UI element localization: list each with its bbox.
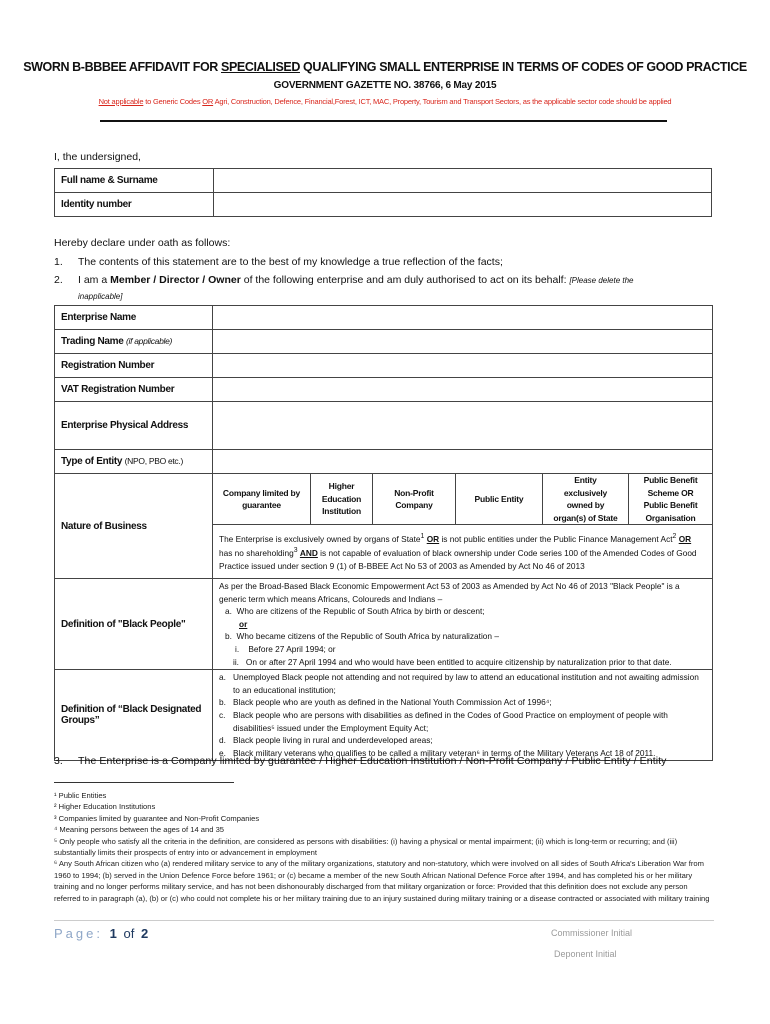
dg-d: d. Black people living in rural and underdeveloped areas; — [219, 735, 433, 746]
item3-num: 3. — [54, 755, 63, 767]
opt-text: Higher — [328, 481, 355, 492]
declare-lead: Hereby declare under oath as follows: — [54, 237, 231, 249]
registration-number-field[interactable] — [213, 354, 713, 378]
opt-text: guarantee — [242, 500, 281, 510]
black-people-label: Definition of "Black People" — [55, 579, 213, 670]
bp-b: b. Who became citizens of the Republic of South Africa by naturalization – — [225, 631, 499, 642]
black-people-definition — [213, 579, 713, 670]
entity-option-higher-education[interactable] — [311, 474, 373, 525]
entity-option-company-guarantee[interactable] — [213, 474, 311, 525]
dg-e: e. Black military veterans who qualifies to be called a military veteran⁶ in terms of the Military Veterans Act 18 of 2011. — [219, 747, 656, 758]
deponent-table — [54, 168, 712, 217]
dg-c: c. Black people who are persons with disabilities as defined in the Codes of Good Practice on employment of people with disabilities⁵ issued under the Employment Equity Act; — [219, 709, 706, 734]
bp-b-text: Who became citizens of the Republic of South Africa by naturalization – — [236, 631, 499, 642]
opt-text: Organisation — [645, 512, 696, 523]
item2-text: I am a — [78, 274, 111, 286]
page-indicator — [54, 926, 148, 941]
footnote-ref: 2 — [672, 532, 677, 540]
footnote-4: ⁴ Meaning persons between the ages of 14 and 35 — [54, 825, 225, 835]
dg-a-text: Unemployed Black people not attending and not required by law to attend an educational institution and not awaiting admission to an educational institution; — [233, 672, 699, 695]
title-underlined: SPECIALISED — [221, 60, 300, 74]
footnotes — [54, 790, 714, 904]
opt-text: Company — [395, 500, 433, 510]
physical-address-field[interactable] — [213, 402, 713, 450]
title-text: SWORN B-BBBEE AFFIDAVIT FOR — [23, 60, 222, 74]
declare-item1-num: 1. — [54, 256, 63, 268]
designated-groups-definition — [213, 670, 713, 761]
vat-number-field[interactable] — [213, 378, 713, 402]
entity-option-public-entity[interactable] — [456, 474, 543, 525]
state-text: The Enterprise is exclusively owned by organs of State — [219, 533, 421, 544]
title-text-end: QUALIFYING SMALL ENTERPRISE IN TERMS OF CODES OF GOOD PRACTICE — [299, 60, 747, 74]
intro-text: I, the undersigned, — [54, 151, 141, 163]
bp-a-text: Who are citizens of the Republic of South Africa by birth or descent; — [236, 606, 485, 617]
opt-text: Public Benefit — [643, 475, 698, 485]
trading-name-field[interactable] — [213, 330, 713, 354]
footnote-ref: 1 — [420, 532, 425, 540]
note-text: to Generic Codes — [143, 97, 203, 106]
note-underlined: Not applicable — [98, 97, 144, 106]
item2-note: [Please delete the — [569, 276, 634, 285]
opt-text: Public Entity — [474, 493, 524, 504]
state-and: AND — [299, 547, 318, 558]
dg-d-text: Black people living in rural and underdeveloped areas; — [233, 735, 433, 746]
enterprise-name-label: Enterprise Name — [55, 306, 213, 330]
opt-text: exclusively — [563, 487, 608, 498]
footnote-3: ³ Companies limited by guarantee and Non-Profit Companies — [54, 813, 260, 823]
trading-name-text: Trading Name — [61, 336, 124, 347]
dg-c-text: Black people who are persons with disabilities as defined in the Codes of Good Practice on employment of people with disabilities⁵ issued under the Employment Equity Act; — [233, 709, 668, 733]
dg-a: a. Unemployed Black people not attending and not required by law to attend an educational institution and not awaiting admission to an educational institution; — [219, 671, 706, 696]
footer-divider — [54, 920, 714, 921]
bp-a: a. Who are citizens of the Republic of South Africa by birth or descent; — [225, 606, 485, 617]
identity-number-field[interactable] — [214, 193, 712, 217]
footnote-divider — [54, 782, 234, 783]
gazette-reference: GOVERNMENT GAZETTE NO. 38766, 6 May 2015 — [273, 80, 497, 91]
state-or: OR — [426, 533, 440, 544]
full-name-label: Full name & Surname — [55, 169, 214, 193]
deponent-initial: Deponent Initial — [554, 949, 617, 959]
dg-b: b. Black people who are youth as defined in the National Youth Commission Act of 1996⁴; — [219, 697, 552, 708]
footnote-ref: 3 — [293, 547, 298, 555]
trading-name-note: (if applicable) — [126, 336, 173, 346]
entity-option-state-owned[interactable] — [543, 474, 629, 525]
opt-text: Non-Profit — [394, 487, 434, 498]
declare-item2-num: 2. — [54, 274, 63, 286]
item2-text-b: of the following enterprise and am duly authorised to act on its behalf: — [240, 274, 570, 286]
state-text: is not public entities under the Public Finance Management Act — [439, 533, 673, 544]
physical-address-label: Enterprise Physical Address — [55, 402, 213, 450]
commissioner-initial: Commissioner Initial — [551, 928, 633, 938]
opt-text: Company limited by — [222, 487, 301, 498]
entity-option-non-profit[interactable] — [373, 474, 456, 525]
dg-e-text: Black military veterans who qualifies to be called a military veteran⁶ in terms of the Military Veterans Act 18 of 2011. — [233, 747, 656, 758]
bp-i-text: Before 27 April 1994; or — [248, 643, 336, 654]
opt-text: Entity — [574, 475, 597, 485]
type-of-entity-label — [55, 450, 213, 474]
footnote-5: ⁵ Only people who satisfy all the criteria in the definition, are considered as persons with disabilities: (i) having a physical or mental impairment; (ii) which is long-term or recurring; and (iii) substantially limits their prospects of entry into or advancement in employment — [54, 836, 678, 858]
state-ownership-text — [213, 525, 713, 579]
footnote-6: ⁶ Any South African citizen who (a) rendered military service to any of the military organizations, statutory and non-statutory, which were involved on all sides of South Africa's Liberation War from 1960 to 1994; (b) served in the Union Defence Force before 1961; or (c) became a member of the new South African National Defence Force after 1994, and has completed his or her military training and no longer performs military service, and has not been dishonourably discharged from that military organization or force: Provided that this definition does not exclude any person referred to in paragraph (a), (b) or (c) who could not complete his or her military training due to an injury sustained during military training or a disease contracted or associated with military training — [54, 859, 710, 903]
page-of: of — [123, 926, 135, 941]
trading-name-label — [55, 330, 213, 354]
designated-groups-label: Definition of “Black Designated Groups” — [55, 670, 213, 761]
page-number: 1 — [109, 926, 117, 941]
opt-text: Public Benefit — [643, 500, 698, 510]
entity-option-public-benefit[interactable] — [629, 474, 713, 525]
type-of-entity-text: Type of Entity — [61, 456, 123, 467]
bp-ii-text: On or after 27 April 1994 and who would have been entitled to acquire citizenship by naturalization prior to that date. — [245, 656, 672, 667]
opt-text: Scheme OR — [647, 487, 694, 498]
type-of-entity-note: (NPO, PBO etc.) — [124, 456, 183, 466]
item2-role: Member / Director / Owner — [110, 274, 241, 286]
note-text-end: Agri, Construction, Defence, Financial,Forest, ICT, MAC, Property, Tourism and Transport Sectors, as the applicable sector code should be applied — [213, 97, 672, 106]
enterprise-table — [54, 305, 713, 761]
declare-item2 — [78, 274, 718, 286]
bp-ii: ii. On or after 27 April 1994 and who would have been entitled to acquire citizenship by naturalization prior to that date. — [233, 656, 672, 667]
dg-b-text: Black people who are youth as defined in the National Youth Commission Act of 1996⁴; — [233, 697, 552, 708]
bp-i: i. Before 27 April 1994; or — [235, 643, 336, 654]
page-word: Page: — [54, 926, 103, 941]
note-or: OR — [202, 97, 214, 106]
applicability-note — [0, 97, 770, 106]
footnote-1: ¹ Public Entities — [54, 791, 107, 800]
bp-intro: As per the Broad-Based Black Economic Empowerment Act 53 of 2003 as Amended by Act No 46 of 2013 "Black People" is a generic term which means Africans, Coloureds and Indians – — [219, 581, 680, 604]
type-of-entity-field[interactable] — [213, 450, 713, 474]
vat-number-label: VAT Registration Number — [55, 378, 213, 402]
state-or: OR — [678, 533, 692, 544]
footnote-2: ² Higher Education Institutions — [54, 802, 156, 812]
declare-item1: The contents of this statement are to the best of my knowledge a true reflection of the facts; — [78, 256, 503, 268]
state-text: has no shareholding — [219, 547, 294, 558]
enterprise-name-field[interactable] — [213, 306, 713, 330]
opt-text: Education — [321, 493, 362, 504]
bp-or: or — [239, 618, 248, 629]
identity-number-label: Identity number — [55, 193, 214, 217]
item3-text: The Enterprise is a Company limited by guarantee / Higher Education Institution / Non-Profit Company / Public Entity / Entity — [78, 755, 667, 767]
page-total: 2 — [140, 926, 149, 941]
nature-of-business-label: Nature of Business — [55, 474, 213, 579]
header-divider — [100, 120, 667, 122]
opt-text: organ(s) of State — [553, 512, 618, 523]
full-name-field[interactable] — [214, 169, 712, 193]
opt-text: owned by — [566, 500, 605, 510]
registration-number-label: Registration Number — [55, 354, 213, 378]
document-title — [0, 60, 770, 74]
opt-text: Institution — [322, 506, 361, 517]
state-text: is not capable of evaluation of black ownership under Code series 100 of the Amended Codes of Good Practice issued under section 9 (1) of B-BBEE Act No 53 of 2003 as Amended by Act No 46 of 2013 — [219, 547, 697, 571]
item2-note-cont: inapplicable] — [78, 292, 123, 301]
